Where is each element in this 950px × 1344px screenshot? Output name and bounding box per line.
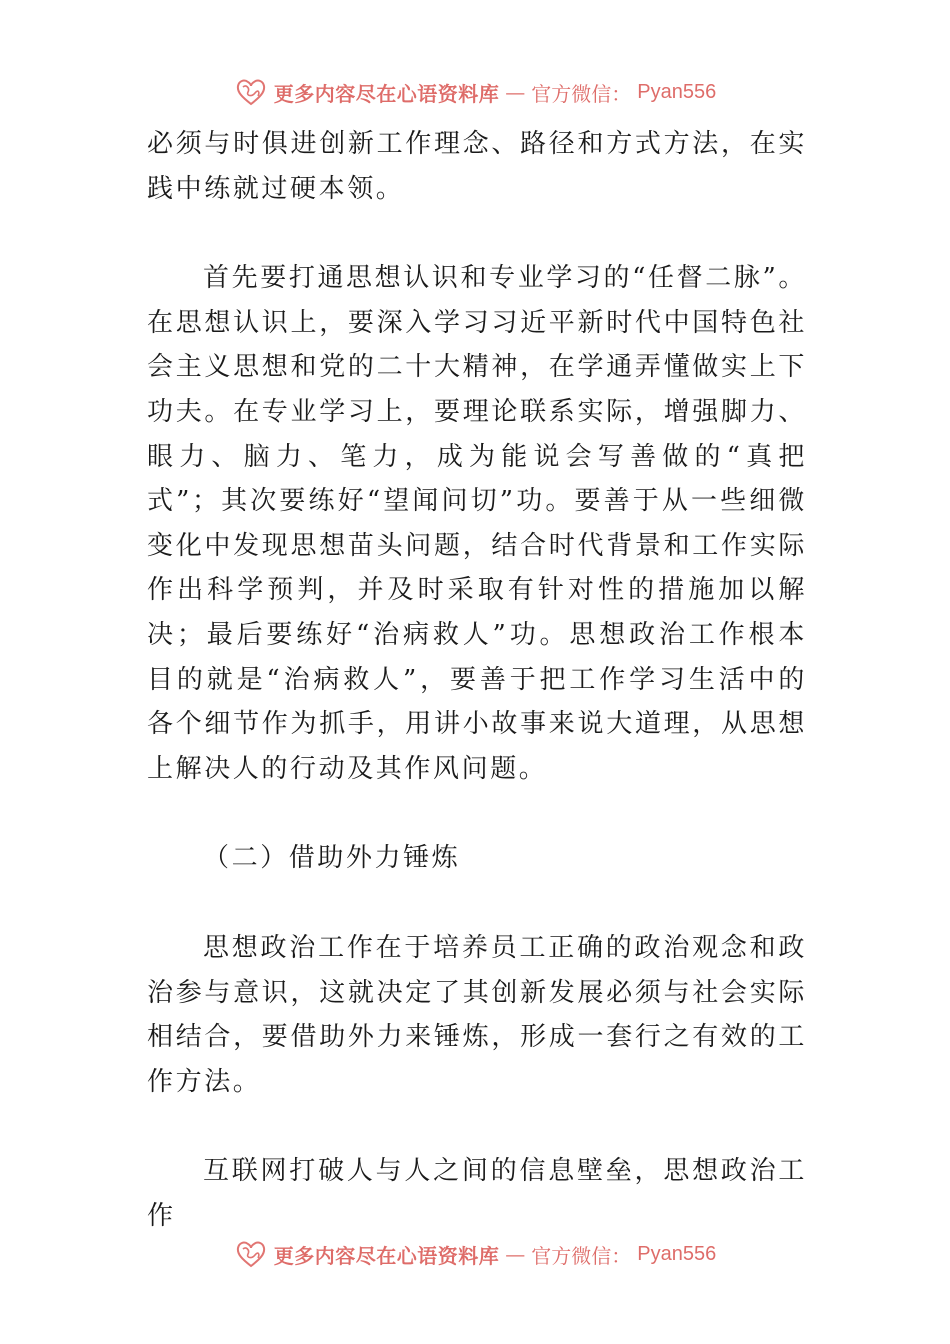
heart-script-logo-icon: [234, 1237, 268, 1271]
section-heading: （二）借助外力锤炼: [203, 843, 461, 874]
paragraph-gap: [147, 211, 807, 256]
paragraph-gap: [147, 1104, 807, 1149]
document-body: [147, 122, 807, 1238]
paragraph-gap: [147, 881, 807, 926]
watermark-brand-text: 更多内容尽在心语资料库: [273, 1243, 500, 1268]
paragraph-internet: 互联网打破人与人之间的信息壁垒，思想政治工作: [147, 1156, 807, 1231]
paragraph-external-force: 思想政治工作在于培养员工正确的政治观念和政治参与意识，这就决定了其创新发展必须与社会实际相结合，要借助外力来锤炼，形成一套行之有效的工作方法。: [147, 932, 807, 1097]
watermark-dash: —: [505, 80, 526, 104]
heart-script-logo-icon: [234, 75, 268, 109]
watermark-brand-text: 更多内容尽在心语资料库: [273, 81, 500, 106]
watermark-wechat-id: Pyan556: [637, 1242, 717, 1265]
watermark-wechat-label: 官方微信：: [531, 81, 632, 106]
header-watermark: [0, 72, 950, 112]
watermark-wechat-label: 官方微信：: [531, 1243, 632, 1268]
watermark-wechat-id: Pyan556: [637, 80, 717, 103]
paragraph-training: 首先要打通思想认识和专业学习的“任督二脉”。在思想认识上，要深入学习习近平新时代中国特色社会主义思想和党的二十大精神，在学通弄懂做实上下功夫。在专业学习上，要理论联系实际，增强脚力、眼力、脑力、笔力，成为能说会写善做的“真把式”；其次要练好“望闻问切”功。要善于从一些细微变化中发现思想苗头问题，结合时代背景和工作实际作出科学预判，并及时采取有针对性的措施加以解决；最后要练好“治病救人”功。思想政治工作根本目的就是“治病救人”，要善于把工作学习生活中的各个细节作为抓手，用讲小故事来说大道理，从思想上解决人的行动及其作风问题。: [147, 263, 807, 784]
footer-watermark: [0, 1234, 950, 1274]
paragraph-continuation: 必须与时俱进创新工作理念、路径和方式方法，在实践中练就过硬本领。: [147, 129, 807, 204]
paragraph-gap: [147, 791, 807, 836]
watermark-dash: —: [505, 1242, 526, 1266]
